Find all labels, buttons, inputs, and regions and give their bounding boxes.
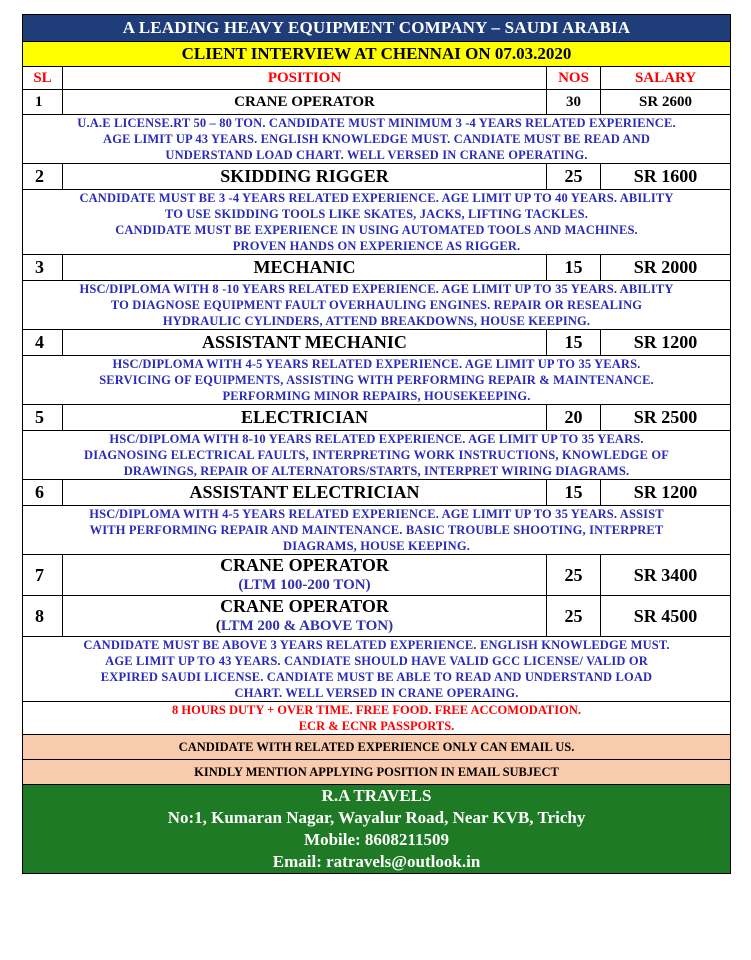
job-position: ASSISTANT ELECTRICIAN (63, 480, 547, 506)
job-description-row (23, 506, 731, 555)
description-line: CHART. WELL VERSED IN CRANE OPERAING. (234, 686, 519, 700)
job-description (23, 115, 731, 164)
job-position: SKIDDING RIGGER (63, 164, 547, 190)
job-salary: SR 4500 (601, 596, 731, 637)
agency-mobile: Mobile: 8608211509 (304, 830, 449, 849)
description-line: HSC/DIPLOMA WITH 4-5 YEARS RELATED EXPERIENCE. AGE LIMIT UP TO 35 YEARS. ASSIST (89, 507, 664, 521)
description-line: DIAGNOSING ELECTRICAL FAULTS, INTERPRETING WORK INSTRUCTIONS, KNOWLEDGE OF (84, 448, 669, 462)
agency-name: R.A TRAVELS (321, 786, 432, 805)
note-row (23, 735, 731, 760)
job-description (23, 190, 731, 255)
job-description (23, 281, 731, 330)
description-line: PERFORMING MINOR REPAIRS, HOUSEKEEPING. (222, 389, 531, 403)
job-nos: 15 (547, 480, 601, 506)
job-row (23, 596, 731, 637)
agency-email[interactable]: Email: ratravels@outlook.in (272, 852, 481, 871)
description-line: HSC/DIPLOMA WITH 8-10 YEARS RELATED EXPERIENCE. AGE LIMIT UP TO 35 YEARS. (109, 432, 644, 446)
job-nos: 15 (547, 255, 601, 281)
job-position-spec: (LTM 200 & ABOVE TON) (215, 618, 394, 634)
job-position-cell (63, 555, 547, 596)
job-position: MECHANIC (63, 255, 547, 281)
description-line: CANDIDATE MUST BE ABOVE 3 YEARS RELATED EXPERIENCE. ENGLISH KNOWLEDGE MUST. (83, 638, 670, 652)
description-line: DRAWINGS, REPAIR OF ALTERNATORS/STARTS, INTERPRET WIRING DIAGRAMS. (123, 464, 630, 478)
job-row (23, 330, 731, 356)
job-description-row (23, 356, 731, 405)
agency-address: No:1, Kumaran Nagar, Wayalur Road, Near KVB, Trichy (167, 808, 586, 827)
job-table (22, 14, 731, 874)
job-row (23, 164, 731, 190)
subject-note: KINDLY MENTION APPLYING POSITION IN EMAIL SUBJECT (23, 760, 731, 785)
description-line: SERVICING OF EQUIPMENTS, ASSISTING WITH PERFORMING REPAIR & MAINTENANCE. (99, 373, 654, 387)
column-header-salary: SALARY (601, 67, 731, 90)
job-position: ELECTRICIAN (63, 405, 547, 431)
job-salary: SR 1200 (601, 330, 731, 356)
column-header-sl: SL (23, 67, 63, 90)
job-nos: 25 (547, 164, 601, 190)
job-sl: 1 (23, 90, 63, 115)
job-nos: 25 (547, 596, 601, 637)
job-nos: 25 (547, 555, 601, 596)
benefits-line: 8 HOURS DUTY + OVER TIME. FREE FOOD. FREE ACCOMODATION. (172, 703, 582, 717)
job-salary: SR 3400 (601, 555, 731, 596)
job-spec-text: LTM 200 & ABOVE TON (220, 618, 389, 634)
agency-footer-row (23, 785, 731, 874)
job-row (23, 555, 731, 596)
description-line: PROVEN HANDS ON EXPERIENCE AS RIGGER. (232, 239, 521, 253)
job-row (23, 255, 731, 281)
job-poster (22, 14, 730, 874)
column-header-nos: NOS (547, 67, 601, 90)
job-position: CRANE OPERATOR (220, 555, 389, 575)
description-line: WITH PERFORMING REPAIR AND MAINTENANCE. BASIC TROUBLE SHOOTING, INTERPRET (89, 523, 664, 537)
job-sl: 4 (23, 330, 63, 356)
job-salary: SR 2500 (601, 405, 731, 431)
title-row (23, 15, 731, 42)
job-position-spec: (LTM 100-200 TON) (238, 577, 371, 593)
job-sl: 7 (23, 555, 63, 596)
job-sl: 3 (23, 255, 63, 281)
job-salary: SR 2000 (601, 255, 731, 281)
email-note: CANDIDATE WITH RELATED EXPERIENCE ONLY CAN EMAIL US. (23, 735, 731, 760)
description-line: EXPIRED SAUDI LICENSE. CANDIATE MUST BE ABLE TO READ AND UNDERSTAND LOAD (100, 670, 653, 684)
job-description-row (23, 115, 731, 164)
job-sl: 5 (23, 405, 63, 431)
agency-footer (23, 785, 731, 874)
description-line: U.A.E LICENSE.RT 50 – 80 TON. CANDIDATE MUST MINIMUM 3 -4 YEARS RELATED EXPERIENCE. (77, 116, 676, 130)
job-salary: SR 1200 (601, 480, 731, 506)
benefits-line: ECR & ECNR PASSPORTS. (298, 719, 455, 733)
description-line: DIAGRAMS, HOUSE KEEPING. (283, 539, 470, 553)
job-nos: 30 (547, 90, 601, 115)
interview-banner: CLIENT INTERVIEW AT CHENNAI ON 07.03.2020 (23, 42, 731, 67)
job-row (23, 480, 731, 506)
description-line: HYDRAULIC CYLINDERS, ATTEND BREAKDOWNS, HOUSE KEEPING. (162, 314, 591, 328)
description-line: AGE LIMIT UP 43 YEARS. ENGLISH KNOWLEDGE MUST. CANDIATE MUST BE READ AND (103, 132, 651, 146)
job-description (23, 431, 731, 480)
benefits (23, 702, 731, 735)
job-salary: SR 1600 (601, 164, 731, 190)
crane-description-row (23, 637, 731, 702)
crane-description (23, 637, 731, 702)
job-salary: SR 2600 (601, 90, 731, 115)
column-header-row (23, 67, 731, 90)
job-position-cell (63, 596, 547, 637)
job-spec-text: LTM 100-200 TON (243, 577, 366, 593)
job-row (23, 405, 731, 431)
description-line: HSC/DIPLOMA WITH 8 -10 YEARS RELATED EXPERIENCE. AGE LIMIT UP TO 35 YEARS. ABILITY (79, 282, 674, 296)
description-line: HSC/DIPLOMA WITH 4-5 YEARS RELATED EXPERIENCE. AGE LIMIT UP TO 35 YEARS. (112, 357, 641, 371)
column-header-position: POSITION (63, 67, 547, 90)
job-description-row (23, 431, 731, 480)
job-description-row (23, 281, 731, 330)
description-line: CANDIDATE MUST BE 3 -4 YEARS RELATED EXPERIENCE. AGE LIMIT UP TO 40 YEARS. ABILITY (79, 191, 674, 205)
job-sl: 6 (23, 480, 63, 506)
job-position: ASSISTANT MECHANIC (63, 330, 547, 356)
job-row (23, 90, 731, 115)
description-line: CANDIDATE MUST BE EXPERIENCE IN USING AUTOMATED TOOLS AND MACHINES. (115, 223, 638, 237)
note-row (23, 760, 731, 785)
job-description-row (23, 190, 731, 255)
job-nos: 15 (547, 330, 601, 356)
description-line: TO USE SKIDDING TOOLS LIKE SKATES, JACKS, LIFTING TACKLES. (164, 207, 589, 221)
job-position: CRANE OPERATOR (63, 90, 547, 115)
page-title: A LEADING HEAVY EQUIPMENT COMPANY – SAUDI ARABIA (23, 15, 731, 42)
job-description (23, 356, 731, 405)
description-line: UNDERSTAND LOAD CHART. WELL VERSED IN CRANE OPERATING. (165, 148, 588, 162)
job-sl: 8 (23, 596, 63, 637)
benefits-row (23, 702, 731, 735)
subtitle-row (23, 42, 731, 67)
job-position: CRANE OPERATOR (220, 596, 389, 616)
job-nos: 20 (547, 405, 601, 431)
description-line: AGE LIMIT UP TO 43 YEARS. CANDIATE SHOULD HAVE VALID GCC LICENSE/ VALID OR (105, 654, 648, 668)
job-description (23, 506, 731, 555)
job-sl: 2 (23, 164, 63, 190)
description-line: TO DIAGNOSE EQUIPMENT FAULT OVERHAULING ENGINES. REPAIR OR RESEALING (110, 298, 643, 312)
